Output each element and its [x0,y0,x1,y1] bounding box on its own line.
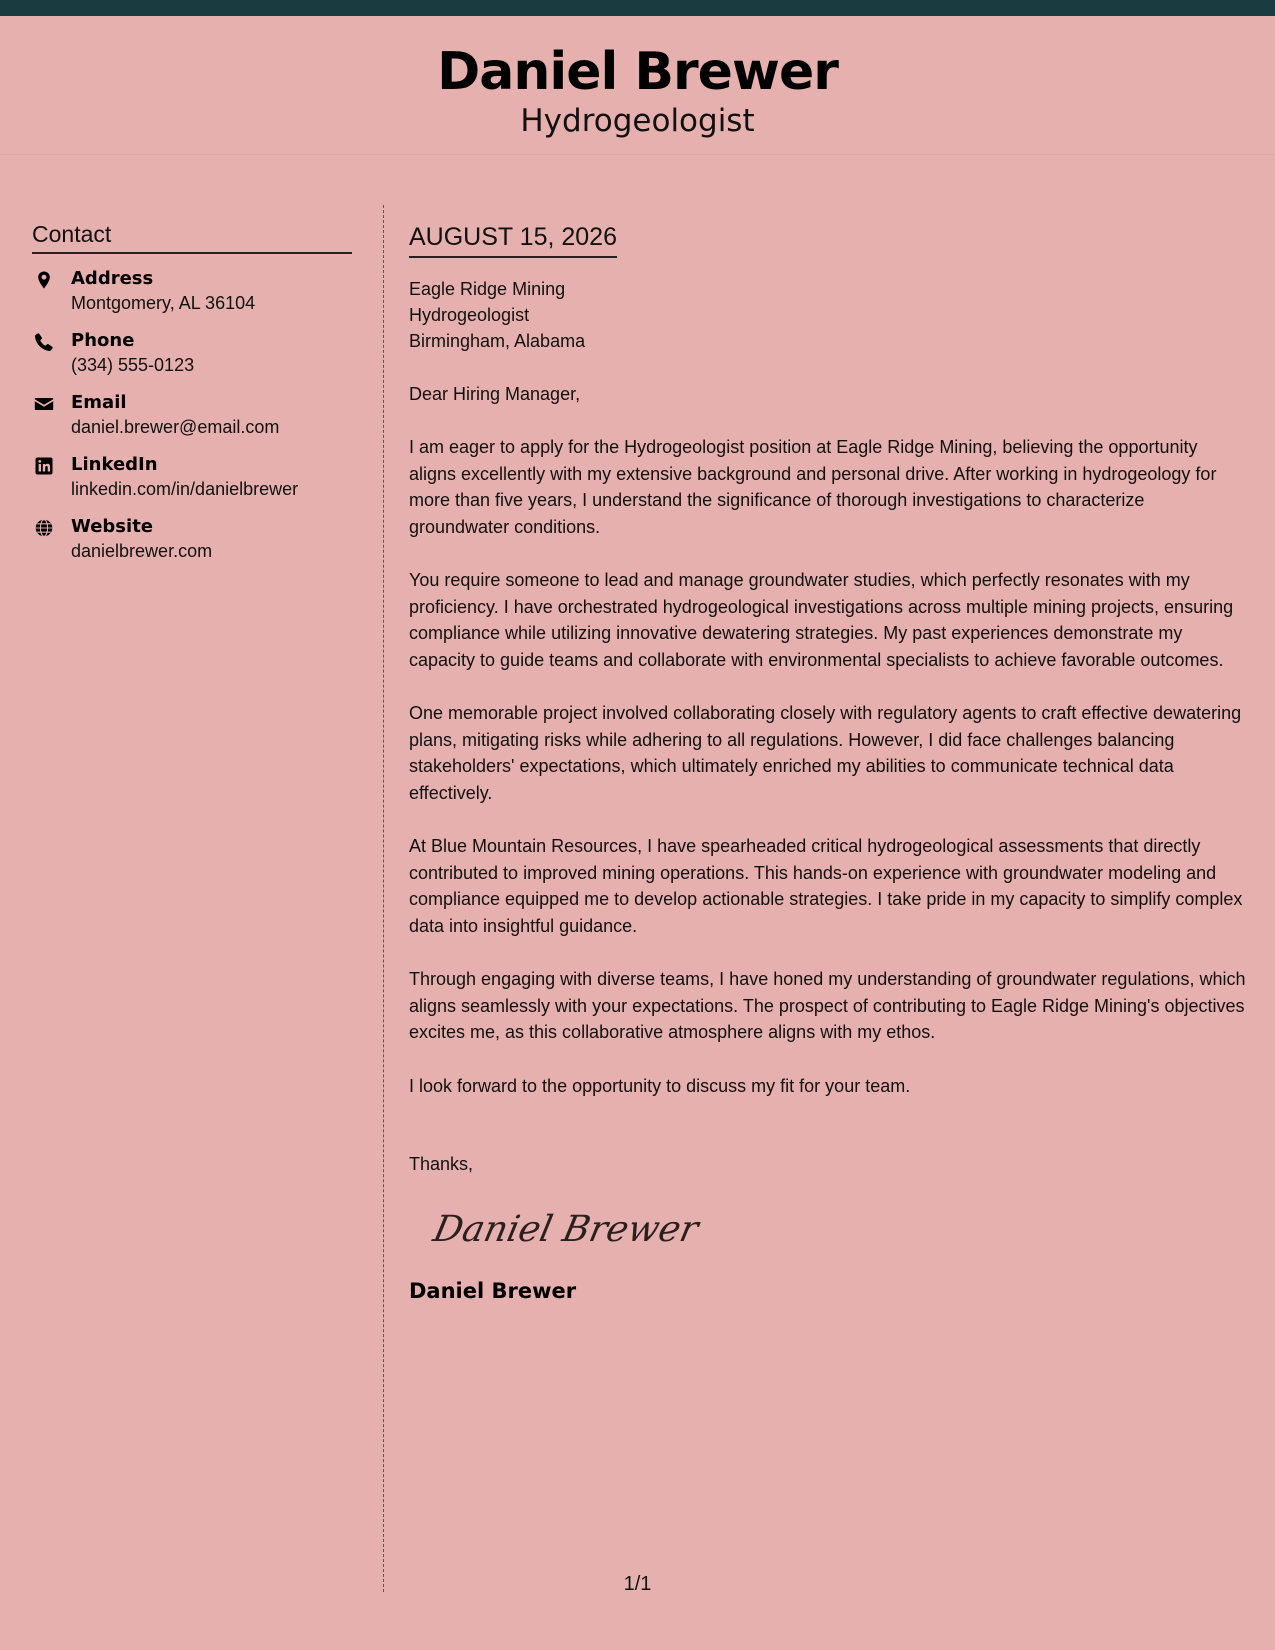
recipient-location: Birmingham, Alabama [409,331,586,351]
closing: Thanks, [409,1154,474,1174]
contact-item-email [32,390,352,440]
letter-paragraph: You require someone to lead and manage groundwater studies, which perfectly resonates with my proficiency. I have orchestrated hydrogeological investigations across multiple mining projects, ensuring compliance while utilizing innovative dewatering strategies. My past experiences demonstrate my capacity to guide teams and collaborate with environmental specialists to achieve favorable outcomes. [409,570,1234,670]
signature-text: Daniel Brewer [429,1207,703,1250]
linkedin-icon [34,456,54,476]
contact-heading: Contact [32,218,352,254]
letter-paragraph: Through engaging with diverse teams, I have honed my understanding of groundwater regulations, which aligns seamlessly with your expectations. The prospect of contributing to Eagle Ridge Mining's objectives excites me, as this collaborative atmosphere aligns with my ethos. [409,969,1246,1042]
contact-value: Montgomery, AL 36104 [71,293,256,313]
contact-label: Phone [71,330,135,351]
contact-item-linkedin [32,452,352,502]
contact-label: Address [71,268,154,289]
phone-icon [34,332,54,352]
contact-label: LinkedIn [71,454,158,475]
letter-paragraph: I look forward to the opportunity to discuss my fit for your team. [409,1075,911,1096]
handwritten-signature [429,1197,1249,1267]
map-pin-icon [34,270,54,290]
page-number: 1/1 [623,1573,652,1595]
letter-paragraph: One memorable project involved collaborating closely with regulatory agents to craft effective dewatering plans, mitigating risks while adhering to all regulations. However, I did face challenges balancing stakeholders' expectations, which ultimately enriched my abilities to communicate technical data effectively. [409,703,1242,803]
top-accent-bar [0,0,1275,16]
contact-value[interactable]: danielbrewer.com [71,541,213,561]
applicant-name: Daniel Brewer [437,42,838,102]
recipient-position: Hydrogeologist [409,305,530,325]
column-divider [383,205,384,1592]
letter-paragraph: At Blue Mountain Resources, I have spearheaded critical hydrogeological assessments that directly contributed to improved mining operations. This hands-on experience with groundwater modeling and compliance equipped me to develop actionable strategies. I take pride in my capacity to simplify complex data into insightful guidance. [409,836,1243,936]
letter-body [409,220,1249,1305]
letter-date: AUGUST 15, 2026 [409,220,617,258]
contact-label: Website [71,516,154,537]
globe-icon [34,518,54,538]
contact-sidebar [32,218,352,564]
contact-item-address [32,266,352,316]
signer-name: Daniel Brewer [409,1279,577,1303]
contact-value: daniel.brewer@email.com [71,417,280,437]
recipient-company: Eagle Ridge Mining [409,279,566,299]
salutation: Dear Hiring Manager, [409,384,581,404]
contact-value[interactable]: linkedin.com/in/danielbrewer [71,479,299,499]
contact-item-phone [32,328,352,378]
contact-item-website [32,514,352,564]
envelope-icon [34,394,54,414]
letter-paragraph: I am eager to apply for the Hydrogeologist position at Eagle Ridge Mining, believing the opportunity aligns excellently with my extensive background and personal drive. After working in hydrogeology for more than five years, I understand the significance of thorough investigations to characterize groundwater conditions. [409,437,1217,537]
contact-value: (334) 555-0123 [71,355,195,375]
applicant-role: Hydrogeologist [520,103,755,139]
header [0,16,1275,155]
contact-label: Email [71,392,127,413]
recipient-block [409,276,1249,354]
